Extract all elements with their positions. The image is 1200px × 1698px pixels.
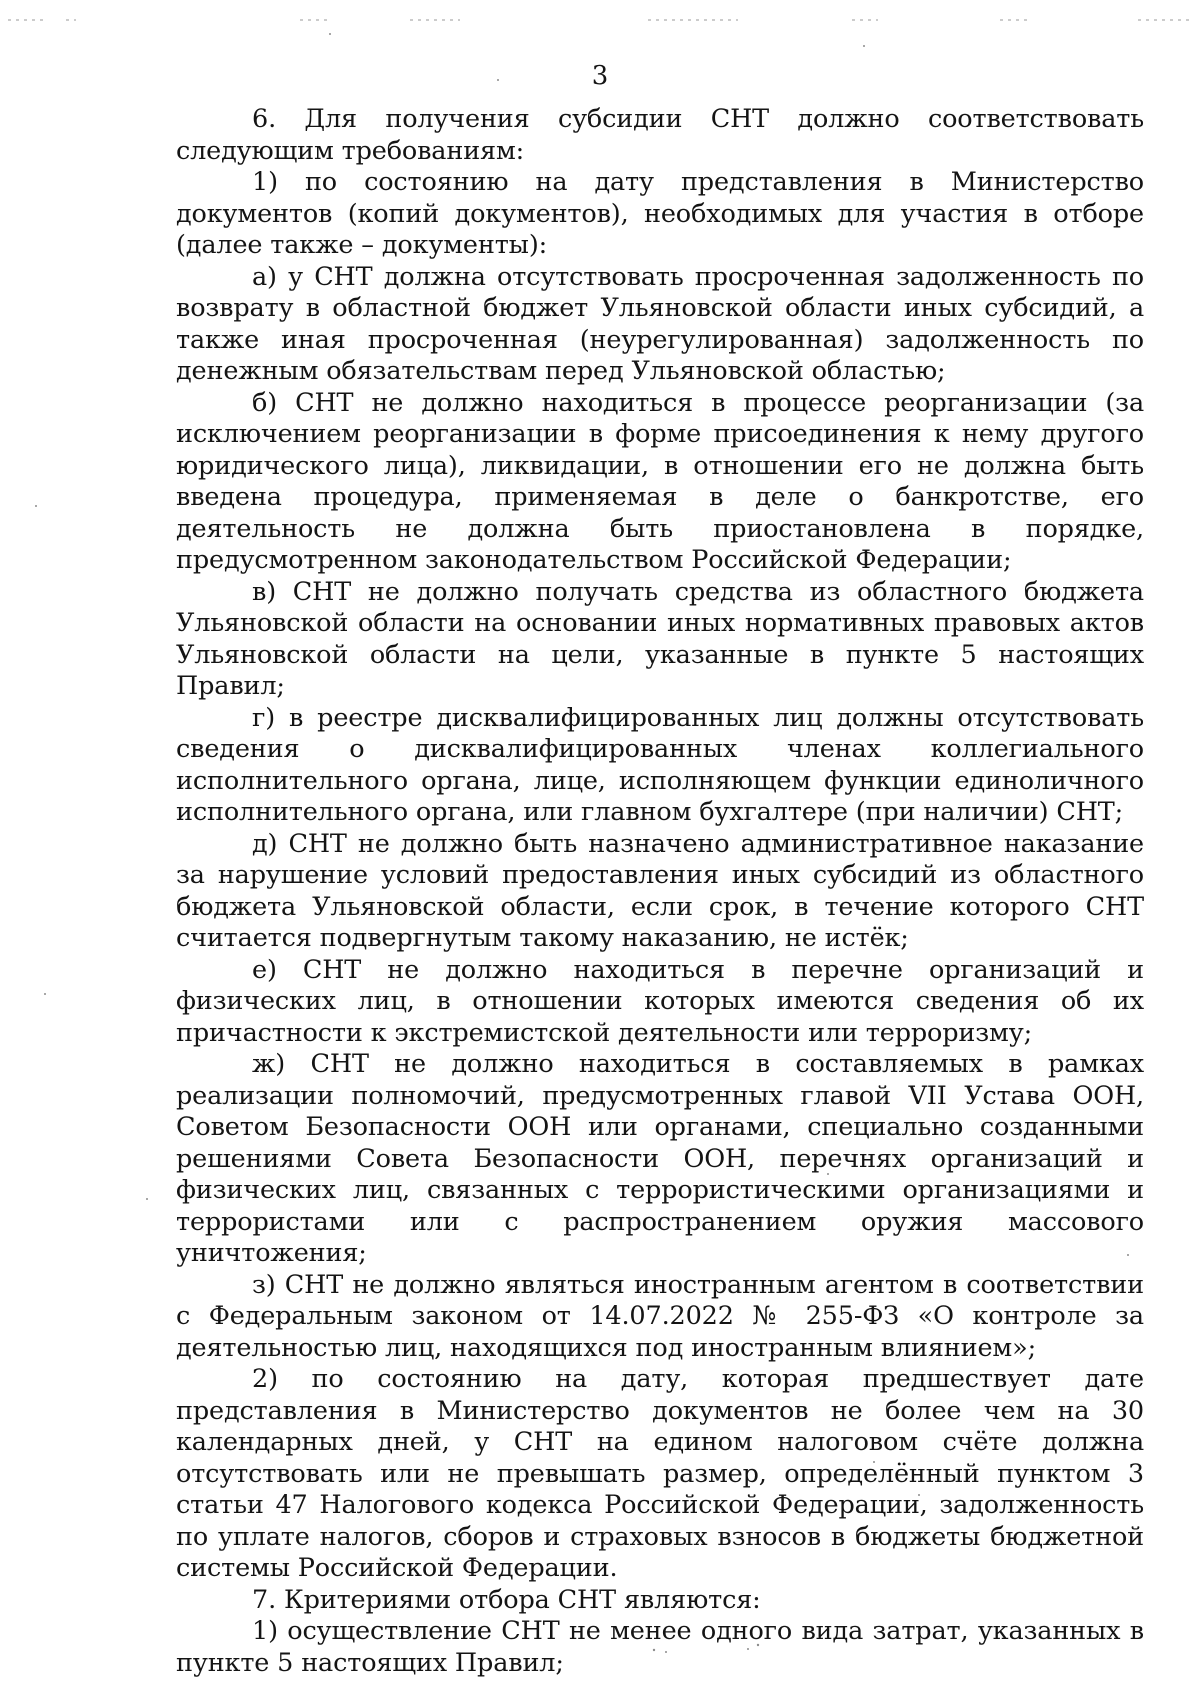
subparagraph-7-1: 1) осуществление СНТ не менее одного вида затрат, указанных в пункте 5 настоящих Правил; (176, 1616, 1144, 1678)
subparagraph-6-1: 1) по состоянию на дату представления в Министерство документов (копий документов), необходимых для участия в отборе (далее также – документы): (176, 167, 1144, 260)
page-number: 3 (591, 61, 609, 91)
subparagraph-6-1-z: з) СНТ не должно являться иностранным агентом в соответствии с Федеральным законом от 14.07.2022 № 255-ФЗ «О контроле за деятельностью лиц, находящихся под иностранным влиянием»; (176, 1269, 1144, 1363)
subparagraph-6-1-b: б) СНТ не должно находиться в процессе реорганизации (за исключением реорганизации в форме присоединения к нему другого юридического лица), ликвидации, в отношении его не должна быть введена процедура, применяемая в деле о банкротстве, его деятельность не должна быть приостановлена в порядке, предусмотренном законодательством Российской Федерации; (176, 387, 1144, 575)
paragraph-item-7: 7. Критериями отбора СНТ являются: (252, 1584, 761, 1615)
document-body (176, 104, 1144, 1679)
subparagraph-6-1-zh: ж) СНТ не должно находиться в составляемых в рамках реализации полномочий, предусмотренных главой VII Устава ООН, Советом Безопасности ООН или органами, специально созданными решениями Совета Безопасности ООН, перечнях организаций и физических лиц, связанных с террористическими организациями и террористами или с распространением оружия массового уничтожения; (176, 1049, 1144, 1268)
subparagraph-6-1-v: в) СНТ не должно получать средства из областного бюджета Ульяновской области на основании иных нормативных правовых актов Ульяновской области на цели, указанные в пункте 5 настоящих Правил; (176, 576, 1144, 701)
subparagraph-6-1-g: г) в реестре дисквалифицированных лиц должны отсутствовать сведения о дисквалифицированных членах коллегиального исполнительного органа, лице, исполняющем функции единоличного исполнительного органа, или главном бухгалтере (при наличии) СНТ; (176, 702, 1144, 827)
subparagraph-6-2: 2) по состоянию на дату, которая предшествует дате представления в Министерство документов не более чем на 30 календарных дней, у СНТ на едином налоговом счёте должна отсутствовать или не превышать размер, определённый пунктом 3 статьи 47 Налогового кодекса Российской Федерации, задолженность по уплате налогов, сборов и страховых взносов в бюджеты бюджетной системы Российской Федерации. (176, 1364, 1144, 1583)
subparagraph-6-1-a: а) у СНТ должна отсутствовать просроченная задолженность по возврату в областной бюджет Ульяновской области иных субсидий, а также иная просроченная (неурегулированная) задолженность по денежным обязательствам перед Ульяновской областью; (176, 261, 1144, 386)
subparagraph-6-1-e: е) СНТ не должно находиться в перечне организаций и физических лиц, в отношении которых имеются сведения об их причастности к экстремистской деятельности или терроризму; (176, 954, 1144, 1048)
subparagraph-6-1-d: д) СНТ не должно быть назначено административное наказание за нарушение условий предоставления иных субсидий из областного бюджета Ульяновской области, если срок, в течение которого СНТ считается подвергнутым такому наказанию, не истёк; (176, 828, 1144, 953)
paragraph-item-6: 6. Для получения субсидии СНТ должно соответствовать следующим требованиям: (176, 104, 1144, 166)
